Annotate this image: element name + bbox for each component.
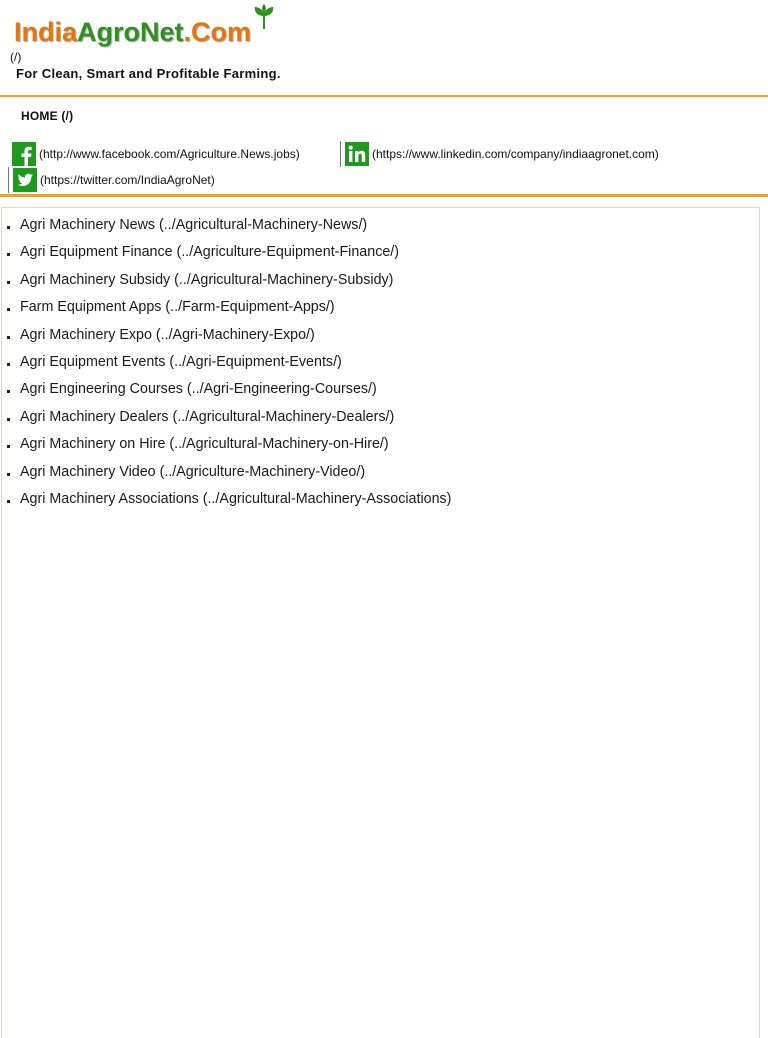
twitter-link[interactable]: [13, 168, 215, 192]
menu-item-label: Agri Engineering Courses (../Agri-Engineering-Courses/): [20, 381, 377, 398]
menu-item-label: Agri Machinery News (../Agricultural-Machinery-News/): [20, 217, 368, 233]
menu-item[interactable]: [7, 271, 451, 298]
header-divider: [0, 95, 768, 97]
linkedin-icon: [345, 142, 369, 166]
bullet-icon: [7, 418, 10, 421]
menu-item[interactable]: [7, 463, 451, 490]
logo-text-india: India: [14, 17, 78, 47]
menu-item-label: Agri Machinery Associations (../Agricultural-Machinery-Associations): [20, 490, 452, 507]
logo-text-agro: Agro: [77, 17, 141, 47]
menu-panel: [1, 207, 760, 1038]
bullet-icon: [7, 363, 10, 366]
bullet-icon: [7, 473, 10, 476]
menu-item[interactable]: [7, 408, 451, 435]
home-root-link[interactable]: (/): [10, 50, 22, 64]
twitter-icon: [13, 168, 37, 192]
menu-item-label: Agri Machinery on Hire (../Agricultural-Machinery-on-Hire/): [20, 436, 389, 453]
bullet-icon: [7, 336, 10, 339]
menu-item-label: Agri Equipment Events (../Agri-Equipment-Events/): [20, 353, 342, 370]
menu-item[interactable]: [7, 435, 451, 462]
site-logo[interactable]: [14, 4, 251, 48]
menu-item[interactable]: [7, 298, 451, 325]
social-separator: [340, 141, 341, 167]
menu-item-label: Farm Equipment Apps (../Farm-Equipment-Apps/): [20, 299, 335, 316]
linkedin-link[interactable]: [345, 142, 659, 166]
site-tagline: For Clean, Smart and Profitable Farming.: [16, 66, 281, 81]
bullet-icon: [7, 253, 10, 256]
bullet-icon: [7, 308, 10, 311]
logo-text-dot: .: [183, 17, 192, 47]
machinery-menu: [7, 216, 451, 517]
facebook-icon: [12, 142, 36, 166]
menu-item-label: Agri Machinery Video (../Agriculture-Machinery-Video/): [20, 463, 366, 480]
linkedin-link-text: (https://www.linkedin.com/company/indiaagronet.com): [372, 147, 659, 161]
nav-divider: [0, 194, 768, 197]
menu-item[interactable]: [7, 216, 451, 243]
facebook-link-text: (http://www.facebook.com/Agriculture.News.jobs): [39, 147, 300, 161]
bullet-icon: [7, 390, 10, 393]
menu-item-label: Agri Equipment Finance (../Agriculture-Equipment-Finance/): [20, 244, 400, 261]
leaf-icon: [252, 4, 276, 30]
bullet-icon: [7, 281, 10, 284]
menu-item[interactable]: [7, 353, 451, 380]
menu-item-label: Agri Machinery Subsidy (../Agricultural-Machinery-Subsidy): [20, 271, 394, 288]
menu-item[interactable]: [7, 490, 451, 517]
twitter-link-text: (https://twitter.com/IndiaAgroNet): [40, 173, 215, 187]
logo-text-net: Net: [140, 17, 184, 47]
bullet-icon: [7, 226, 10, 229]
facebook-link[interactable]: [12, 142, 300, 166]
menu-item[interactable]: [7, 326, 451, 353]
nav-home-link[interactable]: HOME (/): [21, 109, 74, 123]
menu-item[interactable]: [7, 380, 451, 407]
bullet-icon: [7, 500, 10, 503]
menu-item-label: Agri Machinery Dealers (../Agricultural-Machinery-Dealers/): [20, 408, 395, 425]
menu-item-label: Agri Machinery Expo (../Agri-Machinery-Expo/): [20, 326, 315, 343]
bullet-icon: [7, 445, 10, 448]
logo-text-com: Com: [191, 17, 252, 47]
menu-item[interactable]: [7, 243, 451, 270]
social-separator: [8, 167, 9, 193]
